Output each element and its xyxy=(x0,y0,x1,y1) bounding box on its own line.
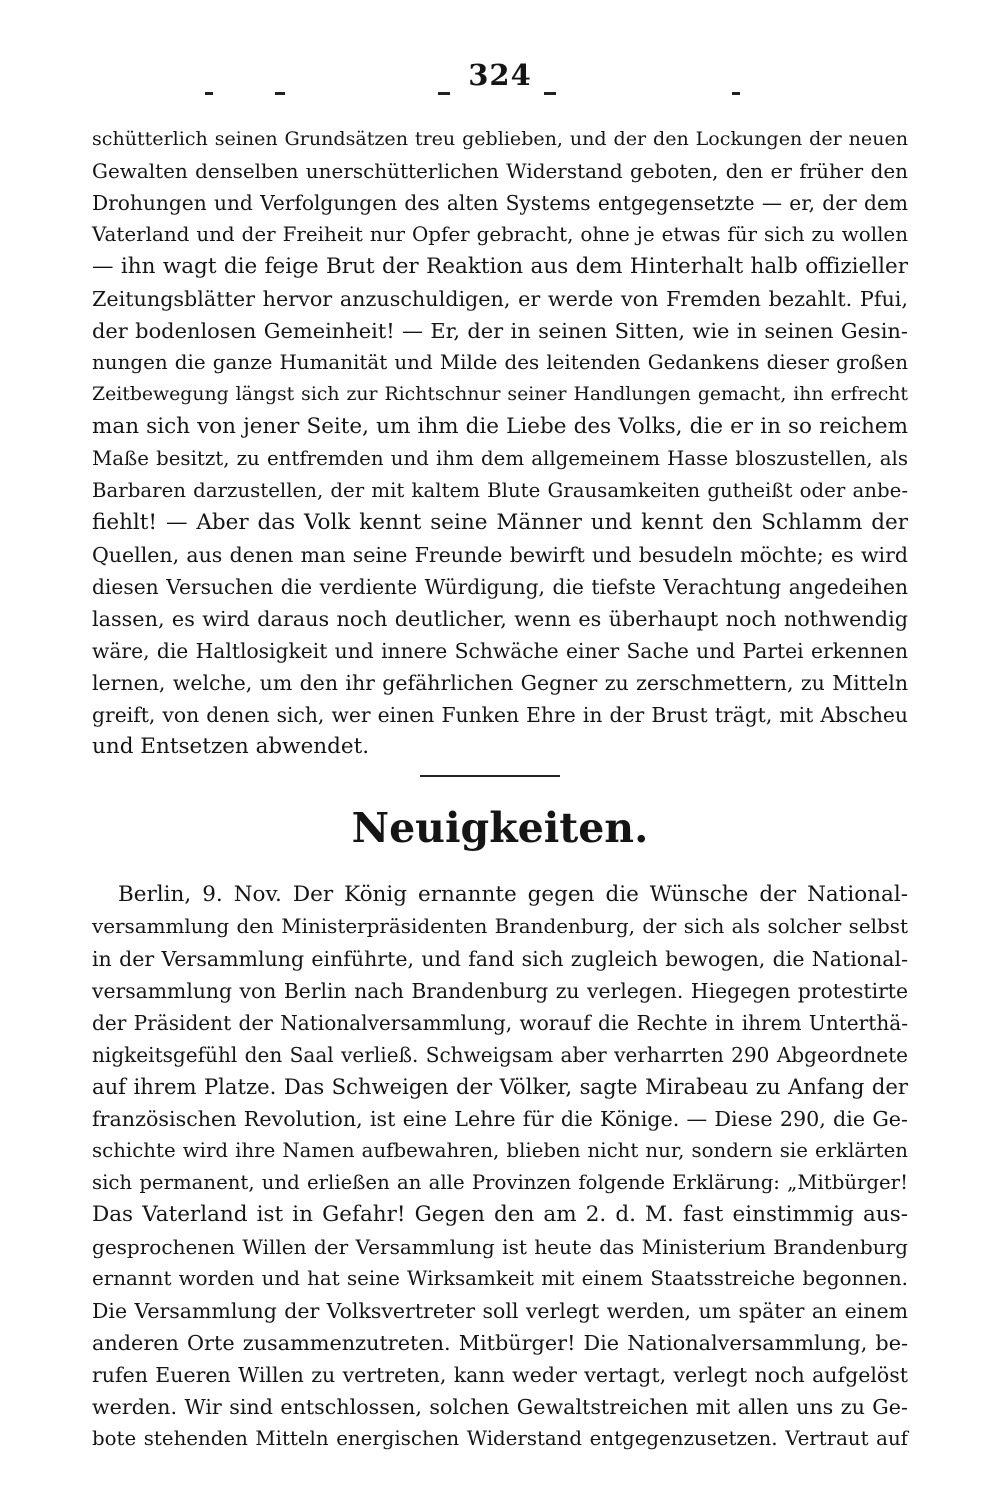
text-line: rufen Eueren Willen zu vertreten, kann weder vertagt, verlegt noch aufgelöst xyxy=(92,1363,908,1387)
text-line: — ihn wagt die feige Brut der Reaktion aus dem Hinterhalt halb offizieller xyxy=(92,254,908,279)
header-dash xyxy=(732,92,740,95)
text-line: Das Vaterland ist in Gefahr! Gegen den am 2. d. M. fast einstimmig aus- xyxy=(92,1202,908,1227)
header-dash xyxy=(205,92,213,95)
text-line: der bodenlosen Gemeinheit! — Er, der in seinen Sitten, wie in seinen Gesin- xyxy=(92,319,908,343)
text-line: schichte wird ihre Namen aufbewahren, blieben nicht nur, sondern sie erklärten xyxy=(92,1139,908,1162)
text-line: französischen Revolution, ist eine Lehre für die Könige. — Diese 290, die Ge- xyxy=(92,1107,908,1131)
text-line: nigkeitsgefühl den Saal verließ. Schweigsam aber verharrten 290 Abgeordnete xyxy=(92,1043,908,1067)
header-dash xyxy=(438,92,450,95)
text-line: in der Versammlung einführte, und fand sich zugleich bewogen, die National- xyxy=(92,947,908,971)
text-line: wäre, die Haltlosigkeit und innere Schwäche einer Sache und Partei erkennen xyxy=(92,639,908,663)
text-line: ernannt worden und hat seine Wirksamkeit mit einem Staatsstreiche begonnen. xyxy=(92,1267,908,1290)
text-line: greift, von denen sich, wer einen Funken Ehre in der Brust trägt, mit Abscheu xyxy=(92,703,908,727)
header-dash xyxy=(544,92,556,95)
text-line: schütterlich seinen Grundsätzen treu geblieben, und der den Lockungen der neuen xyxy=(92,128,908,150)
text-line: Maße besitzt, zu entfremden und ihm dem allgemeinem Hasse bloszustellen, als xyxy=(92,447,908,470)
text-line: Zeitungsblätter hervor anzuschuldigen, er werde von Fremden bezahlt. Pfui, xyxy=(92,287,908,311)
text-line: anderen Orte zusammenzutreten. Mitbürger! Die Nationalversammlung, be- xyxy=(92,1331,908,1355)
text-line: lassen, es wird daraus noch deutlicher, wenn es überhaupt noch nothwendig xyxy=(92,607,908,631)
section-divider xyxy=(420,775,560,777)
text-line: bote stehenden Mitteln energischen Widerstand entgegenzusetzen. Vertraut auf xyxy=(92,1427,908,1450)
text-line: versammlung den Ministerpräsidenten Brandenburg, der sich als solcher selbst xyxy=(92,915,908,938)
page-number: 324 xyxy=(468,58,532,92)
text-line: fiehlt! — Aber das Volk kennt seine Männer und kennt den Schlamm der xyxy=(92,510,908,535)
text-line: werden. Wir sind entschlossen, solchen Gewaltstreichen mit allen uns zu Ge- xyxy=(92,1395,908,1419)
text-line: Berlin, 9. Nov. Der König ernannte gegen die Wünsche der National- xyxy=(118,882,908,907)
text-line: gesprochenen Willen der Versammlung ist heute das Ministerium Brandenburg xyxy=(92,1235,908,1259)
text-line: Die Versammlung der Volksvertreter soll verlegt werden, um später an einem xyxy=(92,1299,908,1323)
text-line: Quellen, aus denen man seine Freunde bewirft und besudeln möchte; es wird xyxy=(92,543,908,567)
header-dash xyxy=(275,92,285,95)
text-line: versammlung von Berlin nach Brandenburg zu verlegen. Hiegegen protestirte xyxy=(92,979,908,1003)
text-line: Vaterland und der Freiheit nur Opfer gebracht, ohne je etwas für sich zu wollen xyxy=(92,223,908,246)
text-line: Drohungen und Verfolgungen des alten Systems entgegensetzte — er, der dem xyxy=(92,191,908,215)
text-line: Barbaren darzustellen, der mit kaltem Blute Grausamkeiten gutheißt oder anbe- xyxy=(92,479,908,502)
text-line: man sich von jener Seite, um ihm die Liebe des Volks, die er in so reichem xyxy=(92,414,908,439)
text-line: auf ihrem Platze. Das Schweigen der Völker, sagte Mirabeau zu Anfang der xyxy=(92,1074,908,1099)
text-line: Zeitbewegung längst sich zur Richtschnur seiner Handlungen gemacht, ihn erfrecht xyxy=(92,384,908,405)
section-heading: Neuigkeiten. xyxy=(351,804,649,852)
text-line: sich permanent, und erließen an alle Provinzen folgende Erklärung: „Mitbürger! xyxy=(92,1171,908,1194)
text-line: diesen Versuchen die verdiente Würdigung, die tiefste Verachtung angedeihen xyxy=(92,575,908,599)
text-line: Gewalten denselben unerschütterlichen Widerstand geboten, den er früher den xyxy=(92,159,908,183)
text-line: lernen, welche, um den ihr gefährlichen Gegner zu zerschmettern, zu Mitteln xyxy=(92,671,908,695)
text-line: der Präsident der Nationalversammlung, worauf die Rechte in ihrem Unterthä- xyxy=(92,1011,908,1035)
text-line: nungen die ganze Humanität und Milde des leitenden Gedankens dieser großen xyxy=(92,351,908,374)
text-line: und Entsetzen abwendet. xyxy=(92,734,370,759)
